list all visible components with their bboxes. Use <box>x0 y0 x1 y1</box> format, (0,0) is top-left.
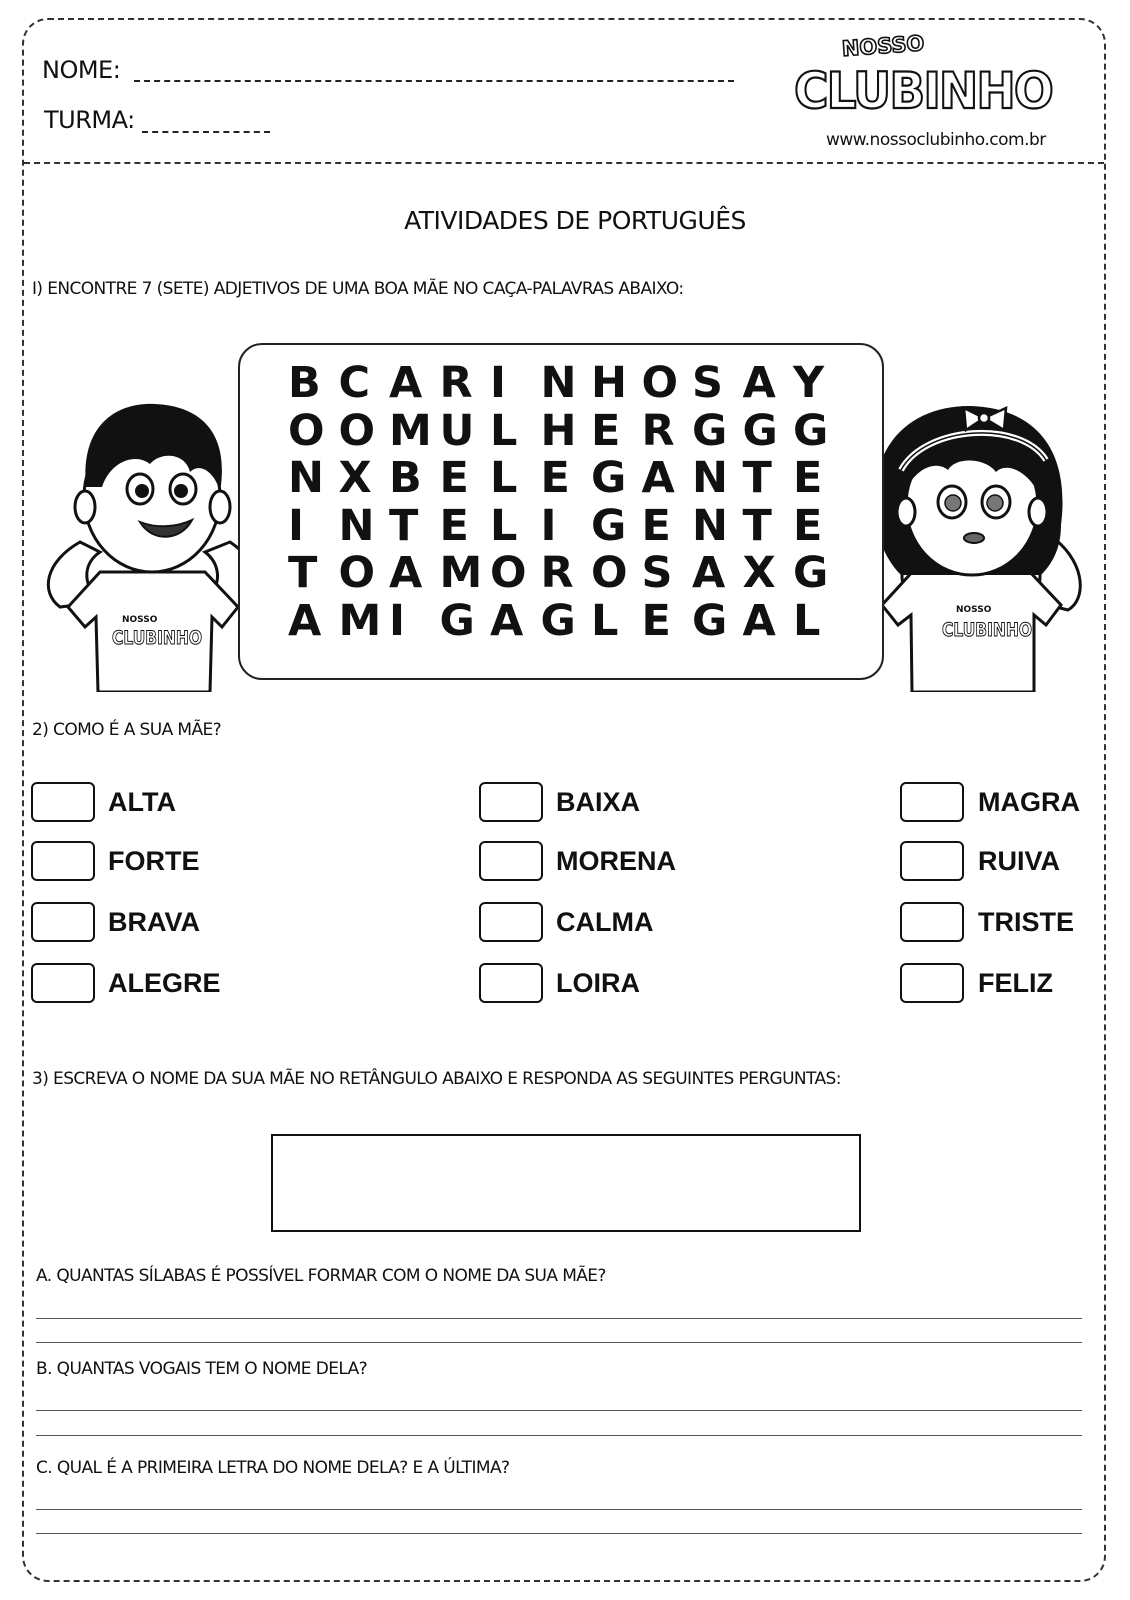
word-search-letter[interactable]: O <box>338 405 376 456</box>
word-search-letter[interactable]: G <box>793 548 829 598</box>
word-search-letter[interactable]: T <box>742 453 772 503</box>
option-label: MAGRA <box>978 787 1080 817</box>
name-label: NOME: <box>42 56 121 84</box>
word-search-letter[interactable]: A <box>490 595 524 646</box>
word-search-letter[interactable]: G <box>692 595 728 646</box>
option-label: BRAVA <box>108 907 200 937</box>
option-label: FELIZ <box>978 968 1053 998</box>
word-search-letter[interactable]: S <box>641 548 673 598</box>
word-search-letter[interactable]: C <box>338 358 371 408</box>
option-label: ALTA <box>108 787 176 817</box>
word-search-letter[interactable]: R <box>540 548 574 598</box>
word-search-letter[interactable]: E <box>641 500 671 551</box>
word-search-letter[interactable]: I <box>490 358 506 408</box>
question-3a-text: A. QUANTAS SÍLABAS É POSSÍVEL FORMAR COM O NOME DA SUA MÃE? <box>36 1266 606 1286</box>
word-search-letter[interactable]: A <box>692 548 726 598</box>
word-search-letter[interactable]: N <box>692 500 728 551</box>
answer-line-b1[interactable] <box>36 1410 1082 1411</box>
word-search-letter[interactable]: L <box>490 500 518 551</box>
word-search-letter[interactable]: G <box>591 453 627 503</box>
word-search-letter[interactable]: A <box>389 358 423 408</box>
word-search-letter[interactable]: U <box>439 405 475 456</box>
logo-top-word: NOSSO <box>841 31 926 61</box>
word-search-letter[interactable]: H <box>591 358 627 408</box>
boy-illustration <box>40 392 262 692</box>
option-checkbox[interactable] <box>479 782 543 822</box>
option-checkbox[interactable] <box>900 782 964 822</box>
word-search-letter[interactable]: E <box>793 500 823 551</box>
question-2-text: 2) COMO É A SUA MÃE? <box>32 720 222 740</box>
word-search-letter[interactable]: O <box>338 548 376 598</box>
class-label: TURMA: <box>44 106 135 134</box>
answer-line-a2[interactable] <box>36 1342 1082 1343</box>
word-search-letter[interactable]: L <box>793 595 821 646</box>
word-search-letter[interactable]: X <box>742 548 776 598</box>
word-search-letter[interactable]: A <box>641 453 675 503</box>
word-search-letter[interactable]: O <box>591 548 628 598</box>
word-search-letter[interactable]: I <box>389 595 405 646</box>
class-field-line[interactable] <box>142 131 270 133</box>
boy-shirt-logo: CLUBINHO <box>112 627 202 649</box>
boy-drawing <box>40 392 262 692</box>
question-1-text: I) ENCONTRE 7 (SETE) ADJETIVOS DE UMA BOA MÃE NO CAÇA-PALAVRAS ABAIXO: <box>32 279 684 299</box>
word-search-letter[interactable]: X <box>338 453 372 503</box>
option-checkbox[interactable] <box>31 841 95 881</box>
answer-line-c1[interactable] <box>36 1509 1082 1510</box>
boy-shirt-top-word: NOSSO <box>122 615 158 625</box>
word-search-letter[interactable]: G <box>439 595 475 646</box>
word-search-grid <box>288 360 843 645</box>
word-search-letter[interactable]: I <box>288 500 304 551</box>
page-title: ATIVIDADES DE PORTUGUÊS <box>404 206 746 235</box>
option-checkbox[interactable] <box>479 841 543 881</box>
word-search-letter[interactable]: N <box>692 453 728 503</box>
word-search-letter[interactable]: E <box>591 405 621 456</box>
word-search-letter[interactable]: A <box>389 548 423 598</box>
word-search-letter[interactable]: G <box>742 405 778 456</box>
word-search-letter[interactable]: O <box>288 405 325 456</box>
word-search-letter[interactable]: E <box>793 453 823 503</box>
word-search-letter[interactable]: N <box>288 453 324 503</box>
word-search-letter[interactable]: O <box>490 548 527 598</box>
girl-shirt-logo: CLUBINHO <box>942 619 1032 641</box>
word-search-letter[interactable]: N <box>338 500 375 551</box>
word-search-letter[interactable]: A <box>742 358 776 408</box>
word-search-letter[interactable]: E <box>439 500 469 551</box>
girl-drawing <box>856 400 1088 692</box>
nosso-clubinho-logo <box>790 30 1060 126</box>
word-search-letter[interactable]: B <box>389 453 422 503</box>
word-search-letter[interactable]: G <box>591 500 627 551</box>
word-search-letter[interactable]: T <box>742 500 772 551</box>
word-search-letter[interactable]: A <box>288 595 322 646</box>
word-search-letter[interactable]: H <box>540 405 577 456</box>
option-label: MORENA <box>556 846 676 876</box>
word-search-letter[interactable]: G <box>793 405 829 456</box>
word-search-letter[interactable]: E <box>540 453 570 503</box>
word-search-letter[interactable]: G <box>540 595 576 646</box>
word-search-letter[interactable]: L <box>591 595 619 646</box>
option-checkbox[interactable] <box>900 841 964 881</box>
word-search-letter[interactable]: M <box>338 595 382 646</box>
mother-name-box[interactable] <box>271 1134 861 1232</box>
logo-main-word: CLUBINHO <box>794 62 1052 120</box>
word-search-letter[interactable]: A <box>742 595 776 646</box>
option-label: RUIVA <box>978 846 1061 876</box>
option-checkbox[interactable] <box>900 902 964 942</box>
name-field-line[interactable] <box>134 80 734 82</box>
word-search-letter[interactable]: R <box>439 358 473 408</box>
answer-line-b2[interactable] <box>36 1435 1082 1436</box>
word-search-letter[interactable]: L <box>490 405 518 456</box>
word-search-letter[interactable]: Y <box>793 358 825 408</box>
word-search-letter[interactable]: T <box>389 500 419 551</box>
option-label: LOIRA <box>556 968 640 998</box>
word-search-letter[interactable]: T <box>288 548 318 598</box>
word-search-letter[interactable]: I <box>540 500 557 551</box>
word-search-letter[interactable]: R <box>641 405 675 456</box>
option-label: TRISTE <box>978 907 1075 937</box>
option-checkbox[interactable] <box>31 902 95 942</box>
answer-line-a1[interactable] <box>36 1318 1082 1319</box>
word-search-letter[interactable]: N <box>540 358 577 408</box>
answer-line-c2[interactable] <box>36 1533 1082 1534</box>
option-checkbox[interactable] <box>479 902 543 942</box>
option-label: FORTE <box>108 846 200 876</box>
word-search-letter[interactable]: M <box>439 548 483 598</box>
word-search-letter[interactable]: S <box>692 358 723 408</box>
word-search-letter[interactable]: G <box>692 405 728 456</box>
header-divider <box>24 162 1104 164</box>
question-3-text: 3) ESCREVA O NOME DA SUA MÃE NO RETÂNGULO ABAIXO E RESPONDA AS SEGUINTES PERGUNTAS: <box>32 1069 841 1089</box>
question-3b-text: B. QUANTAS VOGAIS TEM O NOME DELA? <box>36 1359 368 1379</box>
word-search-letter[interactable]: E <box>641 595 671 646</box>
option-label: BAIXA <box>556 787 641 817</box>
option-label: CALMA <box>556 907 654 937</box>
logo-graphic <box>790 30 1060 126</box>
option-label: ALEGRE <box>108 968 221 998</box>
option-checkbox[interactable] <box>900 963 964 1003</box>
option-checkbox[interactable] <box>479 963 543 1003</box>
girl-shirt-top-word: NOSSO <box>956 605 992 615</box>
option-checkbox[interactable] <box>31 963 95 1003</box>
word-search-letter[interactable]: B <box>288 358 321 408</box>
logo-website: www.nossoclubinho.com.br <box>826 130 1046 150</box>
word-search-letter[interactable]: M <box>389 405 432 456</box>
word-search-letter[interactable]: O <box>641 358 679 408</box>
word-search-letter[interactable]: E <box>439 453 469 503</box>
girl-illustration <box>856 400 1088 692</box>
question-3c-text: C. QUAL É A PRIMEIRA LETRA DO NOME DELA? E A ÚLTIMA? <box>36 1458 510 1478</box>
option-checkbox[interactable] <box>31 782 95 822</box>
word-search-letter[interactable]: L <box>490 453 518 503</box>
